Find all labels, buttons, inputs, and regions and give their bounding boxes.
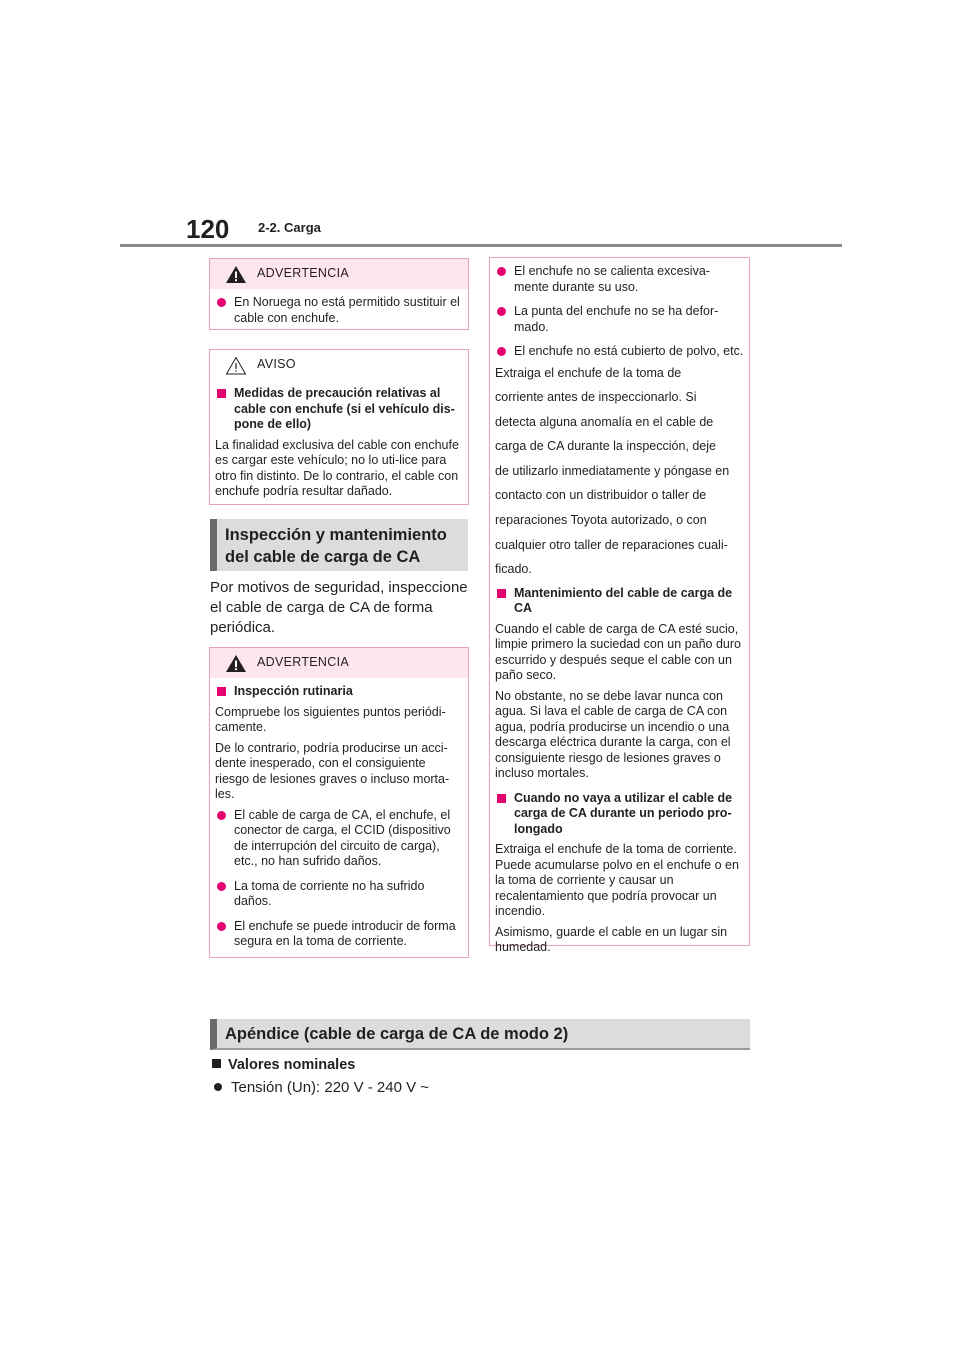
text-line: detecta alguna anomalía en el cable de <box>495 414 714 429</box>
list-item: La punta del enchufe no se ha defor-mado. <box>495 304 744 335</box>
caution-triangle-icon <box>225 356 247 375</box>
warning-header <box>210 648 468 678</box>
warning-header <box>210 259 468 289</box>
list-item: El enchufe no se calienta excesiva-mente durante su uso. <box>495 264 744 295</box>
warning-title: ADVERTENCIA <box>257 655 349 669</box>
maintenance-p2: No obstante, no se debe lavar nunca con agua. Si lava el cable de carga de CA con agua, podría producirse un incendio o una descarga eléctrica durante la carga, con el consiguiente riesgo de lesiones graves o incluso mortales. <box>495 688 731 781</box>
inspection-p2: De lo contrario, podría producirse un acci-dente inesperado, con el consiguiente riesgo de lesiones graves o incluso morta-les. <box>215 740 450 801</box>
notice-title: AVISO <box>257 357 296 371</box>
bullet-dot-icon <box>497 307 506 316</box>
list-item: El enchufe no está cubierto de polvo, etc. <box>495 344 744 360</box>
text-line: cualquier otro taller de reparaciones cuali- <box>495 537 728 552</box>
maintenance-p1: Cuando el cable de carga de CA esté sucio, limpie primero la suciedad con un paño duro escurrido y después seque el cable con un paño seco. <box>495 621 741 683</box>
bullet-dot-icon <box>217 922 226 931</box>
bullet-dot-icon <box>497 347 506 356</box>
square-bullet-icon <box>217 687 226 696</box>
notice-header <box>210 350 468 380</box>
notice-subheading: Medidas de precaución relativas al cable con enchufe (si el vehículo dis-pone de ello) <box>215 386 463 433</box>
bullet-dot-icon <box>217 882 226 891</box>
square-bullet-icon <box>497 794 506 803</box>
warning-box-norway <box>209 258 469 330</box>
storage-p2: Asimismo, guarde el cable en un lugar sin humedad. <box>495 924 728 955</box>
text-line: ficado. <box>495 562 532 577</box>
bullet-dot-icon <box>214 1083 222 1091</box>
intro-paragraph: Por motivos de seguridad, inspeccione el cable de carga de CA de forma periódica. <box>210 579 468 636</box>
ratings-subheading: Valores nominales <box>212 1057 355 1073</box>
text-line: reparaciones Toyota autorizado, o con <box>495 513 707 528</box>
warning-box-inspection <box>209 647 469 958</box>
storage-subheading: Cuando no vaya a utilizar el cable de carga de CA durante un periodo pro-longado <box>495 791 744 838</box>
section-label: 2-2. Carga <box>258 220 321 235</box>
square-bullet-icon <box>212 1059 221 1068</box>
text-line: contacto con un distribuidor o taller de <box>495 488 707 503</box>
warning-triangle-icon <box>225 265 247 284</box>
text-line: carga de CA durante la inspección, deje <box>495 439 716 454</box>
voltage-item: Tensión (Un): 220 V - 240 V ~ <box>212 1079 429 1096</box>
page-number: 120 <box>186 214 230 244</box>
maintenance-subheading: Mantenimiento del cable de carga de CA <box>495 586 744 617</box>
notice-text: La finalidad exclusiva del cable con enchufe es cargar este vehículo; no lo uti-lice para otro fin distinto. De lo contrario, el cable con enchufe podría resultar dañado. <box>215 437 459 498</box>
list-item: En Noruega no está permitido sustituir el cable con enchufe. <box>215 295 463 326</box>
inspection-instructions <box>495 364 744 580</box>
bullet-dot-icon <box>217 298 226 307</box>
text-line: de utilizarlo inmediatamente y póngase en <box>495 463 730 478</box>
list-item: La toma de corriente no ha sufrido daños. <box>215 879 463 910</box>
inspection-subheading: Inspección rutinaria <box>215 684 463 700</box>
warning-title: ADVERTENCIA <box>257 266 349 280</box>
notice-box <box>209 349 469 505</box>
bullet-dot-icon <box>497 267 506 276</box>
section-heading: Inspección y mantenimiento del cable de carga de CA <box>210 519 468 571</box>
list-item: El cable de carga de CA, el enchufe, el conector de carga, el CCID (dispositivo de interrupción del circuito de carga), etc., no han sufrido daños. <box>215 808 463 870</box>
inspection-p1: Compruebe los siguientes puntos periódi-camente. <box>215 704 446 734</box>
list-item: El enchufe se puede introducir de forma segura en la toma de corriente. <box>215 919 463 950</box>
storage-p1: Extraiga el enchufe de la toma de corriente. Puede acumularse polvo en el enchufe o en la toma de corriente y causar un recalentamiento que podría provocar un incendio. <box>495 842 739 919</box>
warning-triangle-icon <box>225 654 247 673</box>
square-bullet-icon <box>217 389 226 398</box>
bullet-dot-icon <box>217 811 226 820</box>
appendix-heading: Apéndice (cable de carga de CA de modo 2) <box>210 1019 750 1050</box>
warning-box-continued <box>489 257 750 955</box>
text-line: corriente antes de inspeccionarlo. Si <box>495 390 697 405</box>
square-bullet-icon <box>497 589 506 598</box>
header-rule <box>120 244 842 247</box>
text-line: Extraiga el enchufe de la toma de <box>495 365 682 380</box>
